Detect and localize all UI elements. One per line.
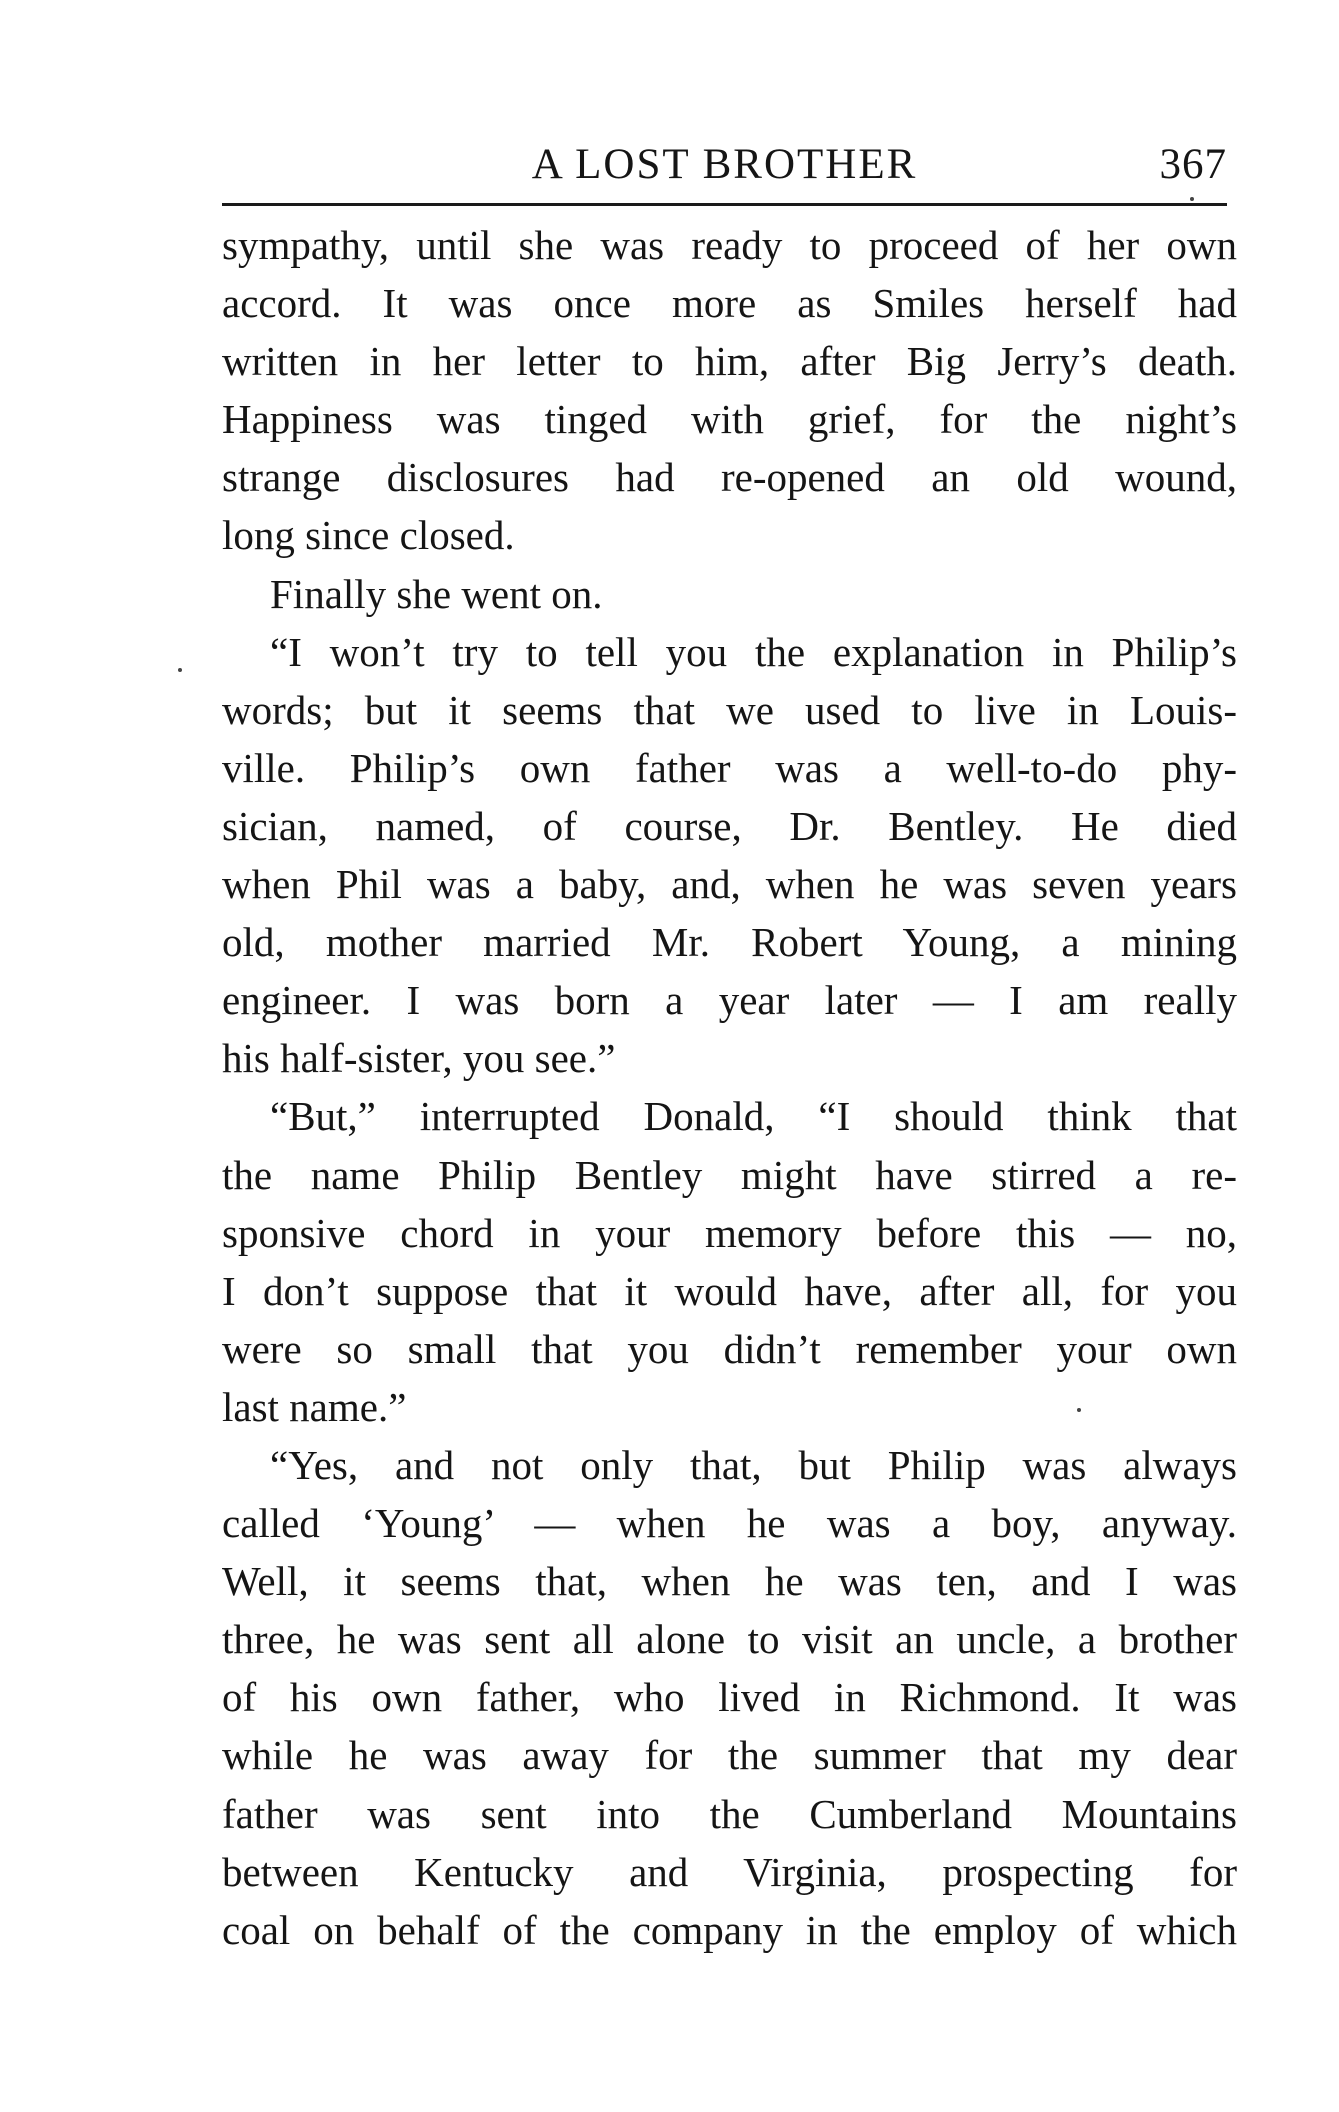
paragraph-start-line: “Yes, and not only that, but Philip was always (270, 1441, 1237, 1488)
text-line: engineer. I was born a year later — I am really (222, 977, 1237, 1024)
running-title: A LOST BROTHER (531, 141, 918, 188)
text-line: ville. Philip’s own father was a well-to-do phy- (222, 744, 1237, 791)
text-line: between Kentucky and Virginia, prospecting for (222, 1848, 1237, 1895)
text-line: written in her letter to him, after Big Jerry’s death. (222, 338, 1237, 385)
text-line: sician, named, of course, Dr. Bentley. He died (222, 802, 1237, 849)
ink-speck (1190, 197, 1194, 201)
text-line: words; but it seems that we used to live in Louis- (222, 686, 1237, 733)
text-line: strange disclosures had re-opened an old wound, (222, 454, 1237, 501)
text-line: old, mother married Mr. Robert Young, a mining (222, 919, 1237, 966)
paragraph-start-line: “I won’t try to tell you the explanation in Philip’s (270, 628, 1237, 675)
page-number: 367 (1159, 141, 1227, 188)
paragraph-end-line: last name.” (222, 1383, 407, 1430)
paragraph-end-line: his half-sister, you see.” (222, 1035, 616, 1082)
text-line: sympathy, until she was ready to proceed of her own (222, 222, 1237, 268)
ink-speck (1077, 1408, 1081, 1412)
text-line: I don’t suppose that it would have, after all, for you (222, 1267, 1237, 1314)
ink-speck (178, 668, 182, 672)
text-line: when Phil was a baby, and, when he was seven years (222, 861, 1237, 908)
running-head (222, 130, 1227, 206)
body-text (222, 216, 1237, 1959)
paragraph-start-line: “But,” interrupted Donald, “I should think that (270, 1093, 1237, 1140)
text-line: called ‘Young’ — when he was a boy, anyway. (222, 1500, 1237, 1547)
paragraph-end-line: long since closed. (222, 512, 515, 559)
text-line: coal on behalf of the company in the employ of which (222, 1906, 1237, 1953)
text-line: accord. It was once more as Smiles herself had (222, 280, 1237, 327)
text-line: sponsive chord in your memory before this — no, (222, 1209, 1237, 1256)
text-line: the name Philip Bentley might have stirred a re- (222, 1151, 1237, 1198)
text-line: three, he was sent all alone to visit an uncle, a brother (222, 1616, 1237, 1663)
text-line: Well, it seems that, when he was ten, and I was (222, 1558, 1237, 1605)
text-line: father was sent into the Cumberland Mountains (222, 1790, 1237, 1837)
paragraph-start-line: Finally she went on. (270, 570, 603, 617)
text-line: were so small that you didn’t remember your own (222, 1325, 1237, 1372)
header-rule (222, 203, 1227, 206)
text-line: Happiness was tinged with grief, for the night’s (222, 396, 1237, 443)
text-line: while he was away for the summer that my dear (222, 1732, 1237, 1779)
text-line: of his own father, who lived in Richmond. It was (222, 1674, 1237, 1721)
